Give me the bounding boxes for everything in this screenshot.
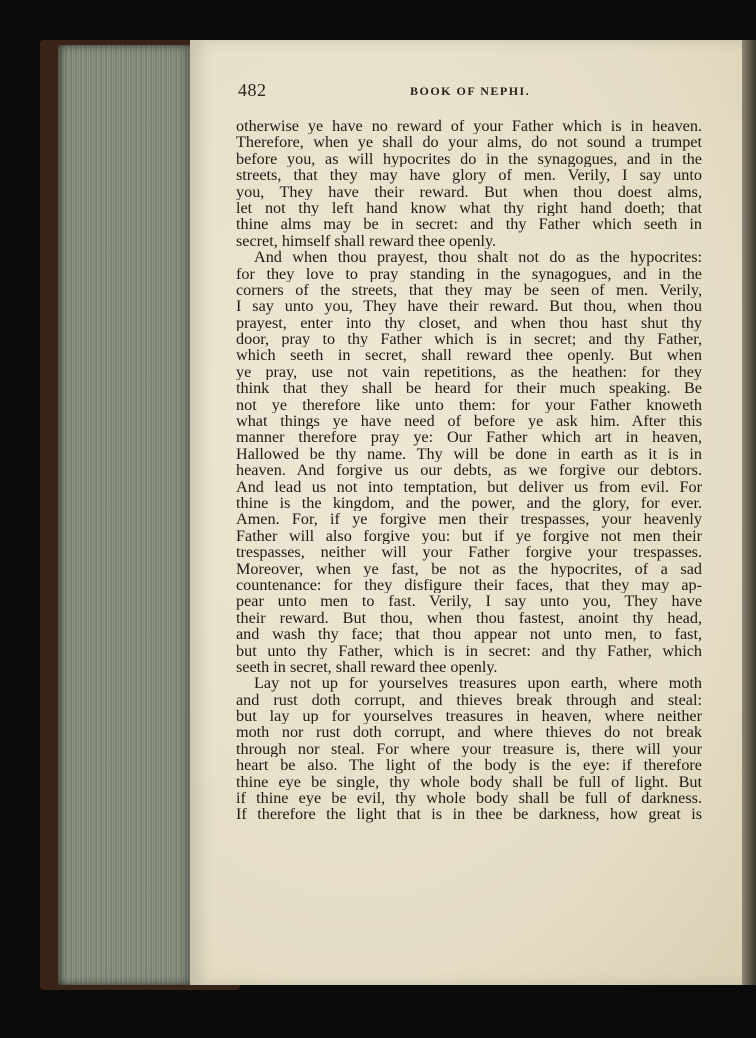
text-line: thine eye be single, thy whole body shall be full of light. But: [236, 773, 702, 791]
text-line: let not thy left hand know what thy right hand doeth; that: [236, 199, 702, 217]
text-line: otherwise ye have no reward of your Father which is in heaven.: [236, 118, 702, 135]
book-gutter: [742, 40, 756, 985]
text-line: but unto thy Father, which is in secret: and thy Father, which: [236, 642, 702, 659]
page-header: [238, 80, 700, 104]
text-line: countenance: for they disfigure their faces, that they may ap-: [236, 576, 702, 594]
text-line: door, pray to thy Father which is in secret; and thy Father,: [236, 331, 702, 348]
text-line: not ye therefore like unto them: for your Father knoweth: [236, 396, 702, 414]
text-line: And when thou prayest, thou shalt not do as the hypocrites:: [254, 249, 702, 266]
text-line: before you, as will hypocrites do in the synagogues, and in the: [236, 150, 702, 168]
text-line: seeth in secret, shall reward thee openly.: [236, 658, 498, 676]
text-line: thine is the kingdom, and the power, and the glory, for ever.: [236, 494, 702, 512]
text-line: and rust doth corrupt, and thieves break through and steal:: [236, 691, 702, 709]
text-line: for they love to pray standing in the synagogues, and in the: [236, 265, 702, 282]
text-line: manner therefore pray ye: Our Father which art in heaven,: [236, 429, 702, 446]
text-line: through nor steal. For where your treasure is, there will your: [236, 740, 702, 758]
text-line: If therefore the light that is in thee be darkness, how great is: [236, 806, 702, 823]
text-line: Therefore, when ye shall do your alms, do not sound a trumpet: [236, 134, 702, 151]
text-line: Hallowed be thy name. Thy will be done in earth as it is in: [236, 445, 702, 463]
text-line: which seeth in secret, shall reward thee openly. But when: [236, 347, 702, 364]
text-line: prayest, enter into thy closet, and when thou hast shut thy: [236, 314, 702, 332]
running-head: BOOK OF NEPHI.: [410, 84, 531, 98]
text-line: what things ye have need of before ye ask him. After this: [236, 413, 702, 430]
text-line: heaven. And forgive us our debts, as we forgive our debtors.: [236, 462, 702, 479]
text-line: moth nor rust doth corrupt, and where thieves do not break: [236, 724, 702, 741]
text-line: but lay up for yourselves treasures in heaven, where neither: [236, 708, 702, 725]
text-line: if thine eye be evil, thy whole body shall be full of darkness.: [236, 790, 702, 807]
text-line: their reward. But thou, when thou fastest, anoint thy head,: [236, 609, 702, 627]
text-line: think that they shall be heard for their much speaking. Be: [236, 380, 702, 397]
text-line: Amen. For, if ye forgive men their trespasses, your heavenly: [236, 511, 702, 528]
text-line: Lay not up for yourselves treasures upon earth, where moth: [254, 675, 702, 692]
text-line: Father will also forgive you: but if ye forgive not men their: [236, 527, 702, 545]
text-line: trespasses, neither will your Father forgive your trespasses.: [236, 544, 702, 561]
text-line: ye pray, use not vain repetitions, as the heathen: for they: [236, 363, 702, 381]
text-line: heart be also. The light of the body is the eye: if therefore: [236, 757, 702, 774]
text-line: thine alms may be in secret: and thy Father which seeth in: [236, 216, 702, 233]
text-line: you, They have their reward. But when thou doest alms,: [236, 183, 702, 200]
text-line: corners of the streets, that they may be seen of men. Verily,: [236, 281, 702, 299]
page-edges: [58, 45, 193, 985]
body-text: [236, 118, 702, 823]
text-line: I say unto you, They have their reward. But thou, when thou: [236, 298, 702, 315]
text-line: And lead us not into temptation, but deliver us from evil. For: [236, 478, 702, 495]
text-line: Moreover, when ye fast, be not as the hypocrites, of a sad: [236, 560, 702, 577]
text-line: secret, himself shall reward thee openly.: [236, 232, 497, 250]
text-line: streets, that they may have glory of men. Verily, I say unto: [236, 167, 702, 184]
page-number: 482: [238, 80, 267, 100]
text-line: pear unto men to fast. Verily, I say unto you, They have: [236, 593, 702, 610]
text-line: and wash thy face; that thou appear not unto men, to fast,: [236, 626, 702, 643]
